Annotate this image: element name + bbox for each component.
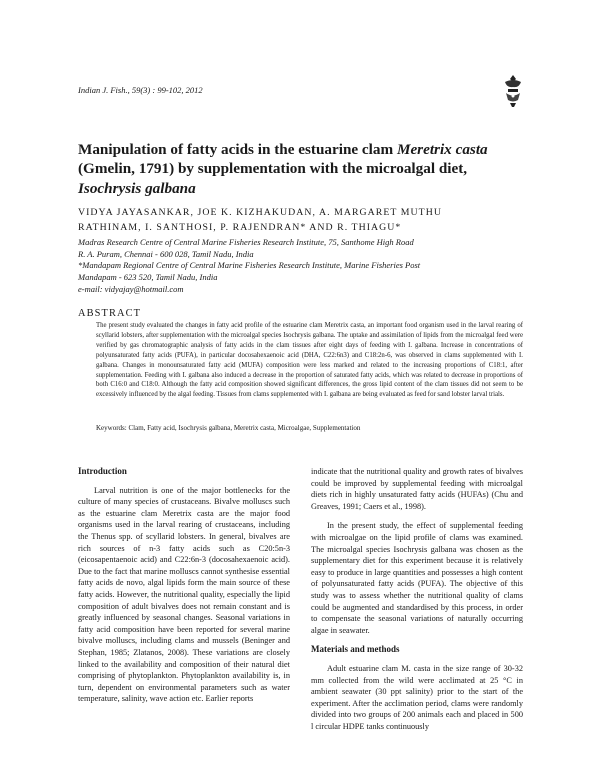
paragraph: Adult estuarine clam M. casta in the size range of 30-32 mm collected from the wild were acclimated at 25 °C in ambient seawater (30 ppt salinity) prior to the start of the experiment. After the acclimation period, clams were randomly divided into two groups of 200 animals each and placed in 500 l circular HDPE tanks continuously bbox=[311, 663, 523, 731]
ornamental-emblem-icon bbox=[501, 74, 525, 108]
affiliation-line: *Mandapam Regional Centre of Central Marine Fisheries Research Institute, Marine Fisheries Post bbox=[78, 260, 421, 271]
section-heading-methods: Materials and methods bbox=[311, 644, 400, 655]
affiliation-line: Mandapam - 623 520, Tamil Nadu, India bbox=[78, 272, 218, 283]
keywords: Keywords: Clam, Fatty acid, Isochrysis galbana, Meretrix casta, Microalgae, Supplementation bbox=[96, 424, 361, 432]
journal-citation: Indian J. Fish., 59(3) : 99-102, 2012 bbox=[78, 85, 203, 95]
left-column bbox=[78, 466, 290, 705]
paragraph: In the present study, the effect of supplemental feeding with microalgae on the lipid profile of clams was examined. The microalgal species Isochrysis galbana was chosen as the supplementary diet for this experiment because it is relatively easy to produce in large quantities and possesses a high content of polyunsaturated fatty acids (PUFA). The objective of this study was to assess whether the nutritional quality of clams could be augmented and standardised by this process, in order to compensate the seasonal variations of naturally occurring algae in seawater. bbox=[311, 521, 523, 635]
affiliation-line: R. A. Puram, Chennai - 600 028, Tamil Nadu, India bbox=[78, 248, 254, 259]
paper-title: Manipulation of fatty acids in the estuarine clam Meretrix casta (Gmelin, 1791) by supplementation with the microalgal diet, Isochrysis galbana bbox=[78, 141, 488, 197]
abstract-text: The present study evaluated the changes in fatty acid profile of the estuarine clam Meretrix casta, an important food organism used in the larval rearing of scyllarid lobsters, after supplementation with the microalgal species Isochrysis galbana. The uptake and assimilation of lipids from the microalgal feed were verified by gas chromatographic analysis of fatty acids in the clam tissues after eight days of feeding with I. galbana. Increase in concentrations of polyunsaturated fatty acids (PUFA), in particular docosahexaenoic acid (DHA, C22:6n3) and C18:2n-6, was observed in clams supplemented with I. galbana. Changes in monounsaturated fatty acid (MUFA) composition were less marked and related to the increasing proportions of C18:1, after supplementation. Feeding with I. galbana also induced a decrease in the proportion of saturated fatty acids, which was related to decrease in proportions of both C16:0 and C18:0. Although the fatty acid composition showed significant differences, the gross lipid content of the clam tissues did not seem to be excessively influenced by the algal feeding. Tissues from clams supplemented with I. galbana are being evaluated as feed for sand lobster larval trials. bbox=[96, 322, 523, 399]
affiliation-line: Madras Research Centre of Central Marine Fisheries Research Institute, 75, Santhome High Road bbox=[78, 237, 414, 247]
author-line: RATHINAM, I. SANTHOSI, P. RAJENDRAN* AND R. THIAGU* bbox=[78, 221, 402, 233]
email: e-mail: vidyajay@hotmail.com bbox=[78, 283, 184, 294]
author-line: VIDYA JAYASANKAR, JOE K. KIZHAKUDAN, A. MARGARET MUTHU bbox=[78, 207, 442, 218]
author-list bbox=[78, 206, 523, 235]
abstract-heading: ABSTRACT bbox=[78, 308, 142, 319]
section-heading-introduction: Introduction bbox=[78, 466, 127, 476]
paragraph: indicate that the nutritional quality and growth rates of bivalves could be improved by supplemental feeding with microalgal diets rich in highly unsaturated fatty acids (HUFAs) (Chu and Greaves, 1991; Caers et al., 1998). bbox=[311, 467, 523, 511]
right-column bbox=[311, 466, 523, 732]
paragraph: Larval nutrition is one of the major bottlenecks for the culture of many species of crustaceans. Bivalve molluscs such as the estuarine clam Meretrix casta are the major food organisms used in the larval rearing of crustaceans, including the Thenus spp. of scyllarid lobsters. In general, bivalves are rich sources of n-3 fatty acids such as C20:5n-3 (eicosapentaenoic acid) and C22:6n-3 (docosahexaenoic acid). Due to the fact that marine molluscs cannot synthesise essential fatty acids de novo, algal lipids form the main source of these fatty acids. However, the nutritional quality, especially the lipid composition of adult bivalves does not remain constant and is greatly influenced by seasonal changes. Seasonal variations in fatty acid composition have been reported for several marine bivalve molluscs, including clams and mussels (Beninger and Stephan, 1985; Zlatanos, 2008). These variations are closely linked to the availability and composition of their natural diet comprising of phytoplankton. Phytoplankton availability is, in turn, dependent on environmental parameters such as water temperature, salinity, wave action etc. Earlier reports bbox=[78, 485, 290, 704]
affiliations bbox=[78, 237, 523, 296]
